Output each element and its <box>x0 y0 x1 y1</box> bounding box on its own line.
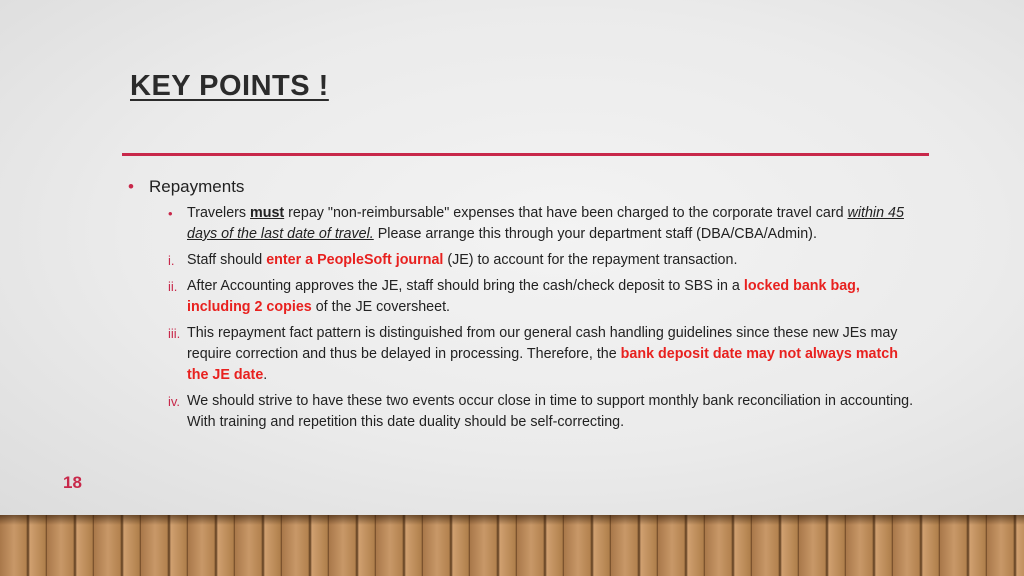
list-item: i. Staff should enter a PeopleSoft journal (JE) to account for the repayment transaction. <box>168 252 738 268</box>
bullet-icon: • <box>168 206 173 221</box>
highlight-text: enter a PeopleSoft journal <box>266 252 444 268</box>
list-item: ii. After Accounting approves the JE, staff should bring the cash/check deposit to SBS in a locked bank bag, including 2 copies of the JE coversheet. <box>168 278 860 315</box>
wood-floor-decoration <box>0 515 1024 576</box>
slide-title: KEY POINTS ! <box>130 70 329 102</box>
highlight-text: bank deposit date may not always match the JE date <box>187 346 898 383</box>
section-bullet <box>128 175 918 199</box>
slide-content <box>128 175 918 438</box>
page-number: 18 <box>63 473 82 492</box>
highlight-text: locked bank bag, including 2 copies <box>187 278 860 315</box>
bullet-icon: • <box>128 177 134 196</box>
list-item: • Travelers must repay "non-reimbursable" expenses that have been charged to the corporate travel card within 45 days of the last date of travel. Please arrange this through your department staff (DBA/CBA/Admin). <box>168 205 904 242</box>
title-divider <box>122 153 929 156</box>
list-item: iv. We should strive to have these two events occur close in time to support monthly bank reconciliation in accounting. With training and repetition this date duality should be self-correcting. <box>168 393 914 430</box>
emphasis-must: must <box>250 205 285 221</box>
list-item: iii. This repayment fact pattern is distinguished from our general cash handling guidelines since these new JEs may require correction and thus be delayed in processing. Therefore, the bank deposit date may not always match the JE date. <box>168 325 898 383</box>
section-label: Repayments <box>149 177 245 196</box>
deadline-text: within 45 days of the last date of travel. <box>187 205 904 242</box>
